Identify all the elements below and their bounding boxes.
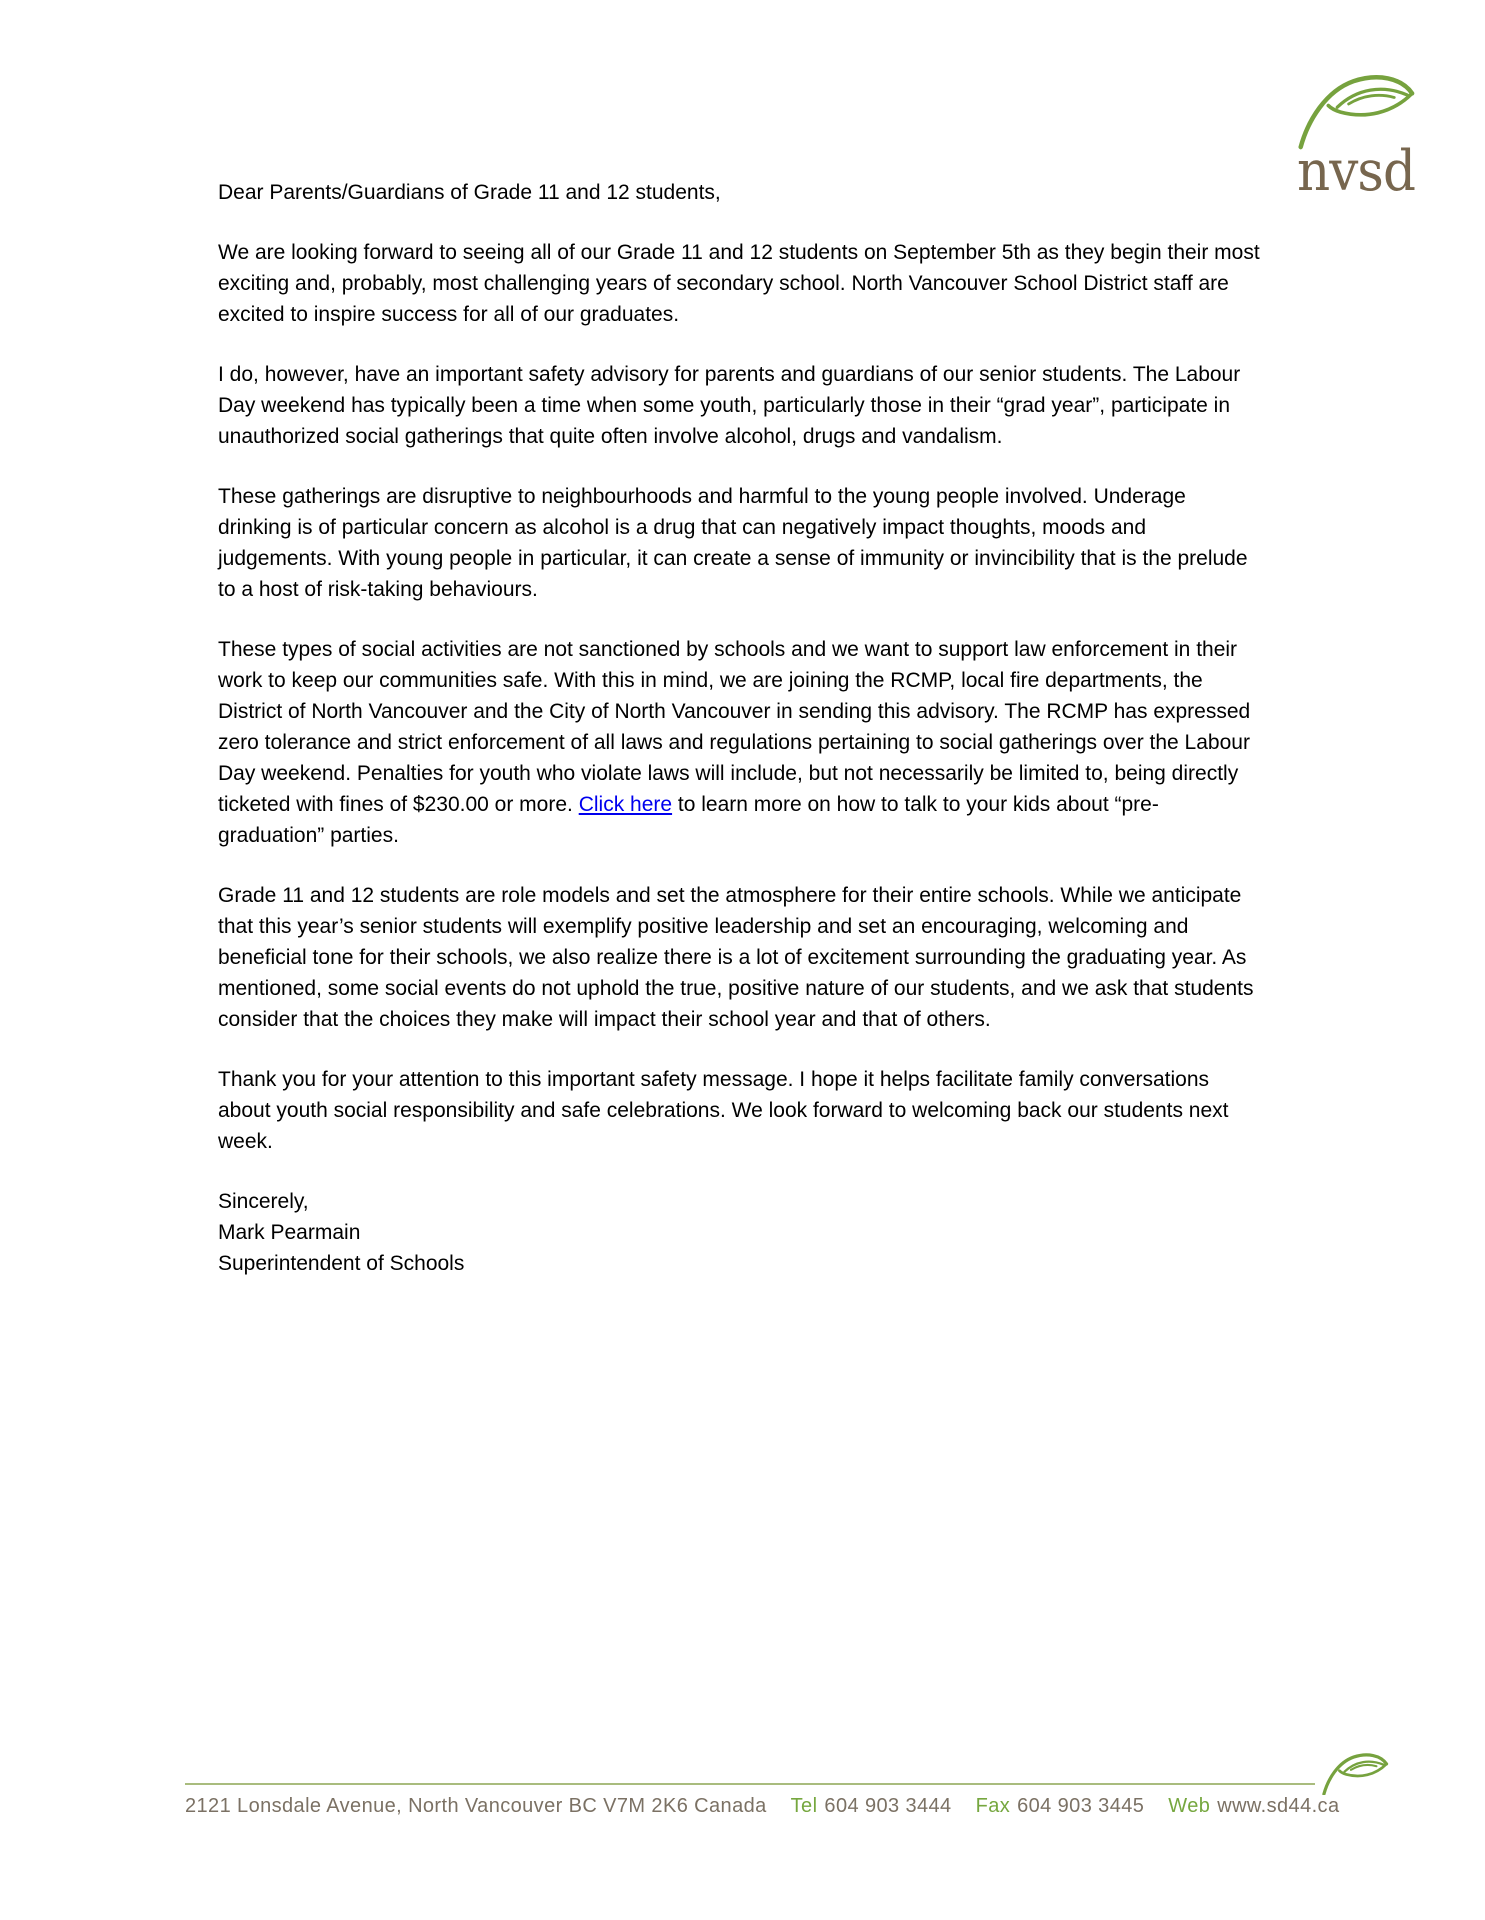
- closing-name: Mark Pearmain: [218, 1221, 361, 1244]
- closing-title: Superintendent of Schools: [218, 1252, 465, 1275]
- tel-label: Tel: [790, 1795, 818, 1817]
- nvsd-logo: [1290, 60, 1422, 204]
- paragraph-intro: We are looking forward to seeing all of our Grade 11 and 12 students on September 5th as they begin their most exciting and, probably, most challenging years of secondary school. North Vancouver School District staff are excited to inspire success for all of our graduates.: [218, 241, 1260, 326]
- salutation: Dear Parents/Guardians of Grade 11 and 12 students,: [218, 181, 721, 204]
- closing-sincerely: Sincerely,: [218, 1190, 309, 1213]
- letter-body: [218, 177, 1263, 1279]
- paragraph-gatherings: These gatherings are disruptive to neighbourhoods and harmful to the young people involved. Underage drinking is of particular concern as alcohol is a drug that can negatively impact thoughts, moods and judgements. With young people in particular, it can create a sense of immunity or invincibility that is the prelude to a host of risk-taking behaviours.: [218, 485, 1248, 601]
- fax-label: Fax: [975, 1795, 1011, 1817]
- footer-divider: [185, 1783, 1315, 1785]
- paragraph-role-models: Grade 11 and 12 students are role models and set the atmosphere for their entire schools. While we anticipate that this year’s senior students will exemplify positive leadership and set an encouraging, welcoming and beneficial tone for their schools, we also realize there is a lot of excitement surrounding the graduating year. As mentioned, some social events do not uphold the true, positive nature of our students, and we ask that students consider that the choices they make will impact their school year and that of others.: [218, 884, 1254, 1031]
- footer-fax: [976, 1795, 1145, 1818]
- paragraph-enforcement: [218, 634, 1263, 851]
- footer: [185, 1795, 1385, 1818]
- nvsd-wordmark: nvsd: [1296, 139, 1416, 204]
- web-url: www.sd44.ca: [1217, 1795, 1340, 1817]
- paragraph-safety-advisory: I do, however, have an important safety advisory for parents and guardians of our senior students. The Labour Day weekend has typically been a time when some youth, particularly those in their “grad year”, participate in unauthorized social gatherings that quite often involve alcohol, drugs and vandalism.: [218, 363, 1241, 448]
- fax-number: 604 903 3445: [1017, 1795, 1145, 1817]
- closing-block: [218, 1186, 1263, 1279]
- footer-leaf-icon: [1320, 1747, 1390, 1795]
- footer-tel: [791, 1795, 952, 1818]
- tel-number: 604 903 3444: [824, 1795, 952, 1817]
- enforcement-text-before-link: These types of social activities are not sanctioned by schools and we want to support law enforcement in their work to keep our communities safe. With this in mind, we are joining the RCMP, local fire departments, the District of North Vancouver and the City of North Vancouver in sending this advisory. The RCMP has expressed zero tolerance and strict enforcement of all laws and regulations pertaining to social gatherings over the Labour Day weekend. Penalties for youth who violate laws will include, but not necessarily be limited to, being directly ticketed with fines of $230.00 or more.: [218, 638, 1251, 816]
- footer-address: 2121 Lonsdale Avenue, North Vancouver BC V7M 2K6 Canada: [185, 1795, 767, 1817]
- click-here-link[interactable]: Click here: [578, 793, 673, 816]
- footer-web: [1168, 1795, 1339, 1818]
- web-label: Web: [1168, 1795, 1211, 1817]
- paragraph-thank-you: Thank you for your attention to this important safety message. I hope it helps facilitate family conversations about youth social responsibility and safe celebrations. We look forward to welcoming back our students next week.: [218, 1068, 1229, 1153]
- enforcement-text-after-link: to learn more on how to talk to your kids about “pre-graduation” parties.: [218, 793, 1159, 847]
